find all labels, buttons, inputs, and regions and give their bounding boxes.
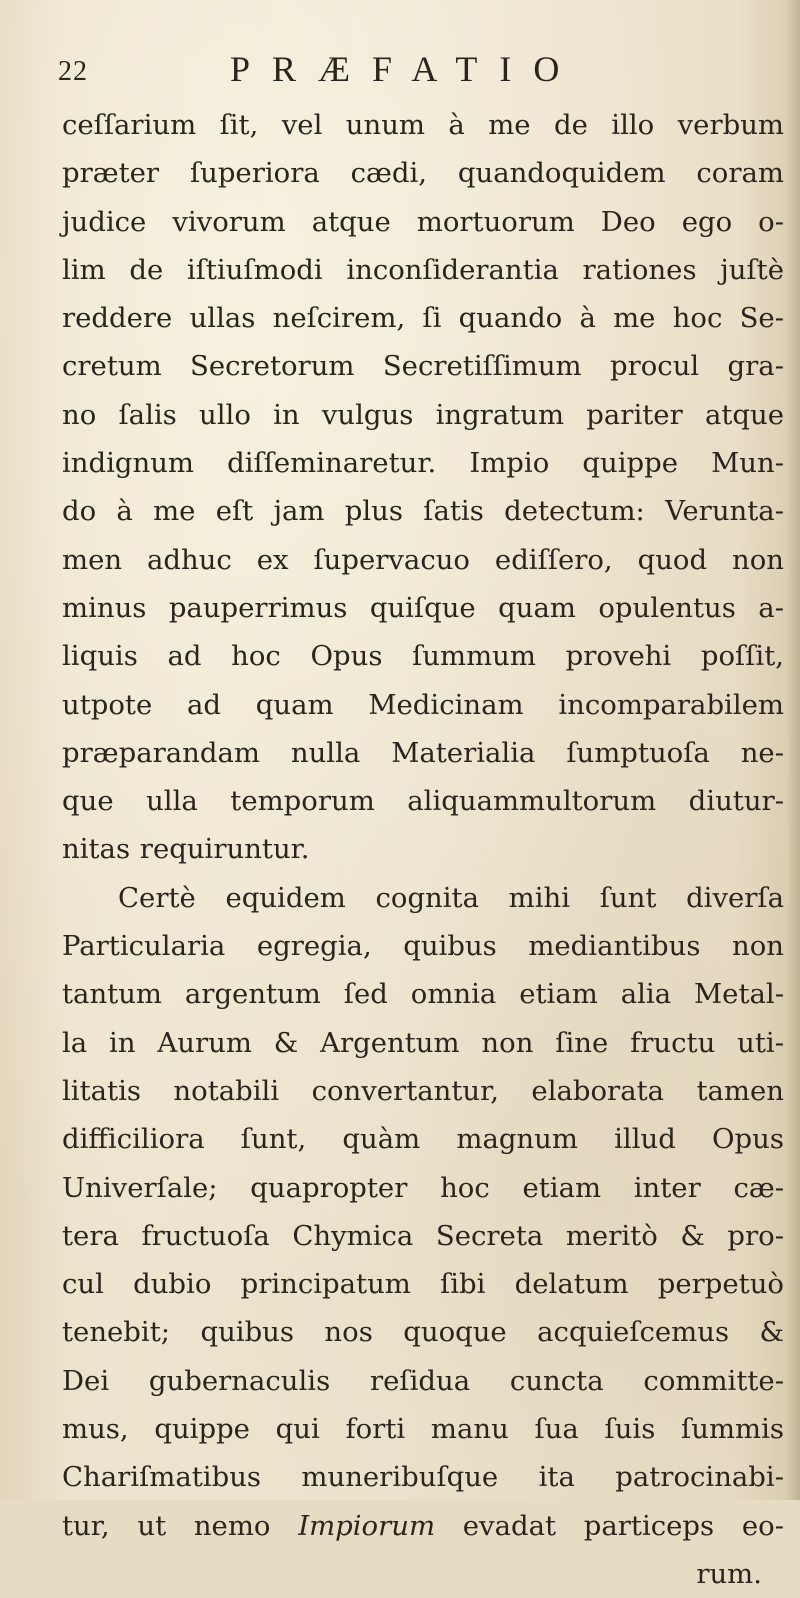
text-line: tera fructuoſa Chymica Secreta meritò & pro- bbox=[62, 1219, 784, 1252]
text-line: la in Aurum & Argentum non ſine fructu uti- bbox=[62, 1026, 784, 1059]
text-line-with-italic bbox=[62, 1502, 784, 1550]
text-line: litatis notabili convertantur, elaborata tamen bbox=[62, 1074, 784, 1107]
text-line: men adhuc ex ſupervacuo ediſſero, quod non bbox=[62, 543, 784, 576]
paragraph-start-line: Certè equidem cognita mihi ſunt diverſa bbox=[118, 881, 784, 914]
text-line: reddere ullas neſcirem, ſi quando à me hoc Se- bbox=[62, 302, 784, 335]
page-header bbox=[58, 48, 758, 98]
paragraph-end-line: nitas requiruntur. bbox=[62, 833, 310, 866]
page-number: 22 bbox=[58, 56, 88, 87]
text-line: que ulla temporum aliquammultorum diutur- bbox=[62, 785, 784, 818]
page-edge-shadow bbox=[786, 0, 800, 1500]
line-tail: evadat particeps eo- bbox=[462, 1509, 784, 1542]
text-line: tantum argentum ſed omnia etiam alia Metal- bbox=[62, 978, 784, 1011]
text-line: mus, quippe qui forti manu ſua ſuis ſummis bbox=[62, 1413, 784, 1446]
text-line: cretum Secretorum Secretiſſimum procul gra- bbox=[62, 350, 784, 383]
text-line: no ſalis ullo in vulgus ingratum pariter atque bbox=[62, 398, 784, 431]
text-line: tenebit; quibus nos quoque acquieſcemus & bbox=[62, 1316, 784, 1349]
text-line: minus pauperrimus quiſque quam opulentus a- bbox=[62, 591, 784, 624]
text-line: do à me eſt jam plus ſatis detectum: Verunta- bbox=[62, 495, 784, 528]
text-line: lim de iſtiuſmodi inconſiderantia rationes juſtè bbox=[62, 253, 784, 286]
running-head: PRÆFATIO bbox=[230, 49, 582, 89]
italic-word: Impiorum bbox=[298, 1509, 436, 1542]
text-line: Chariſmatibus muneribuſque ita patrocinabi- bbox=[62, 1461, 784, 1494]
body-text bbox=[62, 101, 784, 1598]
text-line: Particularia egregia, quibus mediantibus non bbox=[62, 930, 784, 963]
line-start: tur, ut nemo bbox=[62, 1509, 271, 1542]
text-line: difficiliora ſunt, quàm magnum illud Opus bbox=[62, 1123, 784, 1156]
text-line: præter ſuperiora cædi, quandoquidem coram bbox=[62, 157, 784, 190]
text-line: ceſſarium ſit, vel unum à me de illo verbum bbox=[62, 109, 784, 141]
text-line: Univerſale; quapropter hoc etiam inter cæ- bbox=[62, 1171, 784, 1204]
final-line: rum. bbox=[696, 1557, 762, 1590]
text-line: judice vivorum atque mortuorum Deo ego o- bbox=[62, 205, 784, 238]
text-line: præparandam nulla Materialia ſumptuoſa ne- bbox=[62, 736, 784, 769]
text-line: Dei gubernaculis reſidua cuncta committe- bbox=[62, 1364, 784, 1397]
text-line: utpote ad quam Medicinam incomparabilem bbox=[62, 688, 784, 721]
text-line: cul dubio principatum ſibi delatum perpetuò bbox=[62, 1268, 784, 1301]
text-line: liquis ad hoc Opus ſummum provehi poſſit, bbox=[62, 640, 784, 673]
text-line: indignum diſſeminaretur. Impio quippe Mun- bbox=[62, 447, 784, 480]
